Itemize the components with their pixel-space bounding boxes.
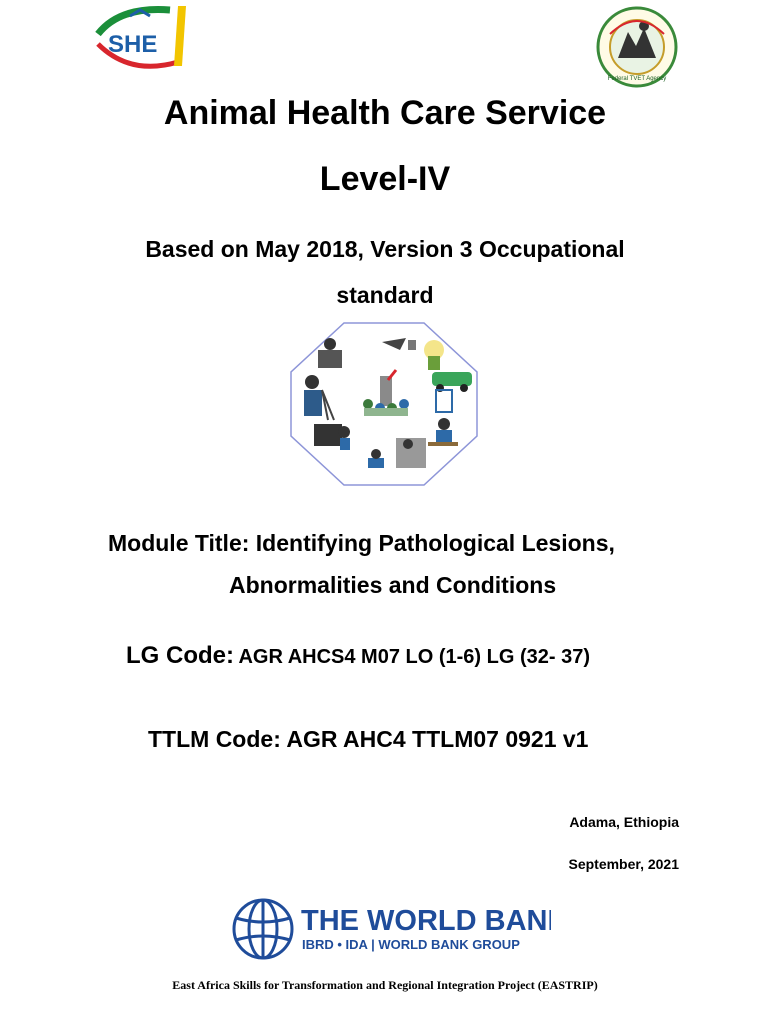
lg-code-value: AGR AHCS4 M07 LO (1-6) LG (32- 37) xyxy=(238,646,590,668)
footer-project-text: East Africa Skills for Transformation and Regional Integration Project (EASTRIP) xyxy=(172,978,598,992)
world-bank-name: THE WORLD BANK xyxy=(301,905,551,937)
document-title: Animal Health Care Service xyxy=(163,94,607,132)
lg-code-label: LG Code: xyxy=(126,642,234,669)
occupational-standard-line2: standard xyxy=(336,282,434,308)
ttlm-code: TTLM Code: AGR AHC4 TTLM07 0921 v1 xyxy=(148,726,589,752)
module-title-line2: Abnormalities and Conditions xyxy=(229,572,557,598)
document-level: Level-IV xyxy=(319,160,451,198)
svg-text:Federal TVET Agency: Federal TVET Agency xyxy=(607,76,667,82)
place-text: Adama, Ethiopia xyxy=(569,814,679,830)
agency-seal-logo xyxy=(596,6,678,88)
svg-text:SHE: SHE xyxy=(108,31,158,58)
engine-worker-icon xyxy=(396,438,426,468)
she-logo xyxy=(90,4,190,74)
date-text: September, 2021 xyxy=(568,856,679,872)
occupational-standard-line1: Based on May 2018, Version 3 Occupational xyxy=(145,236,625,262)
trades-octagon-illustration xyxy=(288,320,480,488)
lg-code xyxy=(126,642,590,670)
globe-icon xyxy=(234,900,292,958)
world-bank-tagline: IBRD • IDA | WORLD BANK GROUP xyxy=(302,937,520,952)
world-bank-logo xyxy=(231,896,551,962)
module-title-line1: Module Title: Identifying Pathological Lesions, xyxy=(108,530,615,556)
